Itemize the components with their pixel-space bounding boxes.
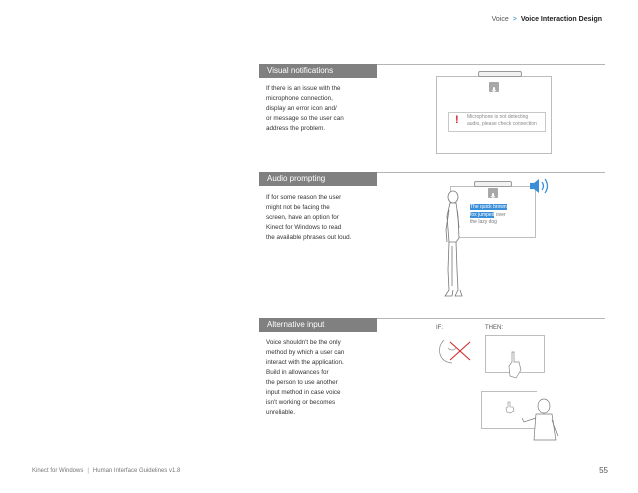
kinect-sensor-icon: [478, 71, 522, 77]
section-header-visual-notifications: [259, 64, 377, 78]
body-line: address the problem.: [266, 125, 326, 132]
body-line: Build in allowances for: [266, 369, 329, 376]
breadcrumb-separator: >: [512, 16, 517, 23]
phrase-list: [470, 204, 507, 227]
body-line: input method in case voice: [266, 389, 341, 396]
speaker-icon: [528, 176, 552, 196]
if-label: IF:: [436, 325, 443, 331]
body-line: the available phrases out loud.: [266, 234, 352, 241]
footer-doc-title: Human Interface Guidelines v1.8: [92, 468, 181, 474]
breadcrumb: [492, 16, 602, 23]
hand-cursor-icon: [503, 400, 517, 414]
page-title: Voice Interaction Design: [520, 16, 602, 23]
section-header-audio-prompting: [259, 172, 377, 186]
body-line: unreliable.: [266, 409, 296, 416]
mouth-crossed-out-icon: [434, 334, 478, 368]
section-divider: [377, 64, 605, 65]
notification-text: audio, please check connection: [467, 121, 537, 127]
section-divider: [377, 318, 605, 319]
body-line: might not be facing the: [266, 204, 330, 211]
body-line: microphone connection,: [266, 95, 333, 102]
notification-text: Microphone is not detecting: [467, 114, 529, 120]
section-header-alternative-input: [259, 318, 377, 332]
section-title: Alternative input: [267, 320, 325, 329]
body-line: display an error icon and/: [266, 105, 337, 112]
kinect-sensor-icon: [474, 181, 512, 187]
body-line: method by which a user can: [266, 349, 345, 356]
body-line: isn't working or becomes: [266, 399, 336, 406]
highlighted-phrase: fox jumped: [470, 211, 495, 218]
standing-person-illustration: [436, 186, 468, 302]
body-line: If there is an issue with the: [266, 85, 341, 92]
section-body-audio-prompting: [266, 193, 376, 243]
then-label: THEN:: [485, 325, 503, 331]
microphone-icon: [489, 82, 499, 92]
error-notification: [448, 112, 546, 132]
page-number: 55: [599, 466, 608, 475]
body-line: screen, have an option for: [266, 214, 339, 221]
phrase-text: the lazy dog: [470, 219, 497, 225]
gesturing-person-illustration: [520, 396, 564, 460]
body-line: If for some reason the user: [266, 194, 342, 201]
error-icon: !: [455, 114, 459, 126]
body-line: Kinect for Windows to read: [266, 224, 342, 231]
breadcrumb-section: Voice: [491, 16, 509, 23]
section-body-alternative-input: [266, 338, 376, 418]
body-line: the person to use another: [266, 379, 338, 386]
footer-product: Kinect for Windows: [32, 468, 84, 474]
body-line: or message so the user can: [266, 115, 344, 122]
body-line: Voice shouldn't be the only: [266, 339, 341, 346]
footer: [32, 468, 180, 474]
hand-pointing-icon: [504, 348, 528, 380]
section-body-visual-notifications: [266, 84, 376, 134]
section-title: Audio prompting: [267, 174, 326, 183]
microphone-icon: [488, 188, 498, 198]
footer-separator: |: [87, 468, 89, 474]
section-title: Visual notifications: [267, 66, 334, 75]
section-divider: [377, 172, 605, 173]
body-line: interact with the application.: [266, 359, 344, 366]
phrase-text: over: [494, 211, 506, 218]
highlighted-phrase: The quick brown: [470, 204, 507, 210]
